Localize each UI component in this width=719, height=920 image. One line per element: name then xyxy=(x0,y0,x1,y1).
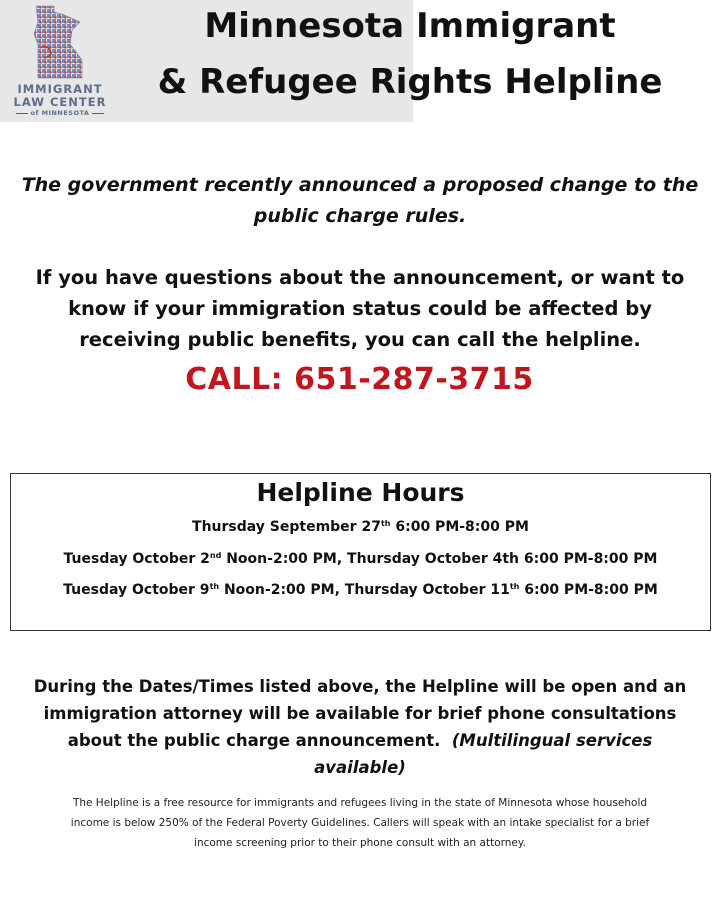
hours-line-3 xyxy=(11,582,710,598)
logo-line-1: IMMIGRANT xyxy=(17,82,103,96)
hours-line-3-sup-a: th xyxy=(209,582,220,591)
hours-line-1-a: Thursday September 27 xyxy=(192,519,381,535)
hours-line-3-a: Tuesday October 9 xyxy=(63,582,210,598)
multilingual-note: (Multilingual services available) xyxy=(314,731,653,777)
minnesota-map-icon xyxy=(32,4,90,80)
hours-line-3-b: Noon-2:00 PM, Thursday October 11 xyxy=(219,582,510,598)
announcement-text: The government recently announced a proposed change to the public charge rules. xyxy=(21,174,699,227)
during-dates-text xyxy=(20,673,700,781)
fine-print: The Helpline is a free resource for immigrants and refugees living in the state of Minnesota whose household income is below 250% of the Federal Poverty Guidelines. Callers will speak with an intake specialist for a brief income screening prior to their phone consult with an attorney. xyxy=(70,797,650,849)
hours-line-1-sup: th xyxy=(380,519,391,528)
hours-line-2-sup: nd xyxy=(209,551,222,560)
hours-line-1-b: 6:00 PM-8:00 PM xyxy=(390,519,529,535)
hours-line-2-a: Tuesday October 2 xyxy=(63,551,210,567)
logo-line-3-text: of MINNESOTA xyxy=(30,109,90,117)
hours-line-3-c: 6:00 PM-8:00 PM xyxy=(519,582,658,598)
logo xyxy=(4,2,116,120)
hours-line-2-b: Noon-2:00 PM, Thursday October 4th 6:00 PM-8:00 PM xyxy=(221,551,658,567)
helpline-hours-box xyxy=(10,473,711,631)
during-dates-body: During the Dates/Times listed above, the Helpline will be open and an immigration attorney will be available for brief phone consultations about the public charge announcement. xyxy=(33,677,687,750)
hours-line-2 xyxy=(11,551,710,567)
call-phone-number[interactable]: CALL: 651-287-3715 xyxy=(185,362,534,397)
helpline-hours-title: Helpline Hours xyxy=(256,478,465,507)
question-text: If you have questions about the announcement, or want to know if your immigration status could be affected by receiving public benefits, you can call the helpline. xyxy=(35,266,685,351)
logo-line-2: LAW CENTER xyxy=(13,95,107,109)
page-title-line-1: Minnesota Immigrant xyxy=(204,6,616,46)
header xyxy=(0,0,719,122)
logo-line-3 xyxy=(4,109,116,117)
hours-line-1 xyxy=(11,519,710,535)
hours-line-3-sup-b: th xyxy=(509,582,520,591)
page-title-line-2: & Refugee Rights Helpline xyxy=(157,62,663,102)
